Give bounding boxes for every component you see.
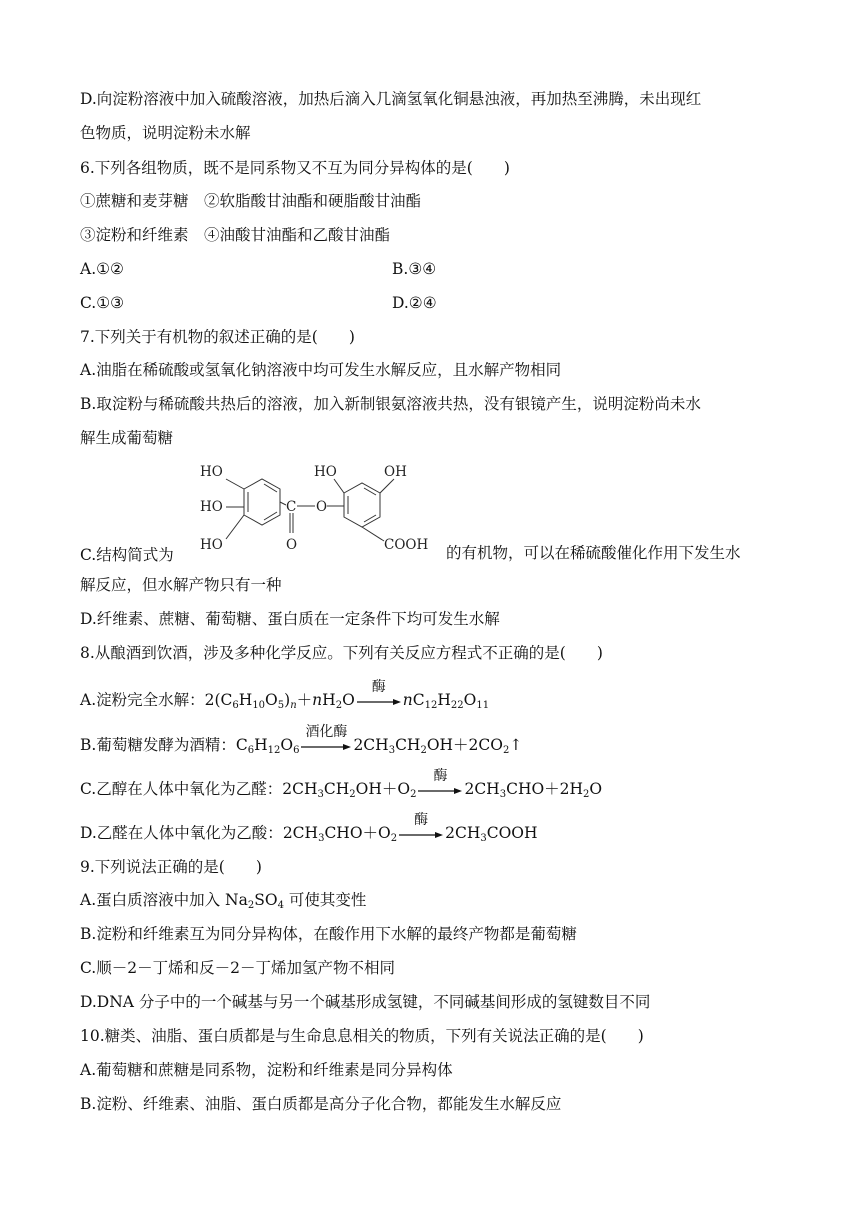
structure-label: C: [286, 499, 297, 515]
structure-label: HO: [200, 537, 223, 553]
equation-label: A.淀粉完全水解：: [80, 691, 205, 709]
equation-a: [80, 679, 490, 711]
option-b: B.淀粉和纤维素互为同分异构体，在酸作用下水解的最终产物都是葡萄糖: [80, 925, 577, 943]
option-a: A.油脂在稀硫酸或氢氧化钠溶液中均可发生水解反应，且水解产物相同: [80, 361, 562, 379]
structure-label: O: [286, 537, 298, 553]
option-d: D.纤维素、蔗糖、葡萄糖、蛋白质在一定条件下均可发生水解: [80, 610, 500, 628]
structure-label: OH: [384, 464, 407, 480]
eq-reactant: $2CH_3CHO+O_2$: [282, 824, 398, 844]
question-6-items: ①蔗糖和麦芽糖 ②软脂酸甘油酯和硬脂酸甘油酯: [80, 192, 422, 210]
structure-label: HO: [200, 499, 223, 515]
benzene-ring: [244, 479, 280, 525]
text-line: 色物质，说明淀粉未水解: [80, 124, 251, 142]
eq-reactant: $C_6H_{12}O_6$: [235, 736, 300, 756]
structure-label: HO: [314, 464, 337, 480]
equation-label: B.葡萄糖发酵为酒精：: [80, 736, 236, 754]
structure-label: O: [316, 499, 328, 515]
question-8: 8.从酿酒到饮酒，涉及多种化学反应。下列有关反应方程式不正确的是( ): [80, 644, 603, 662]
option-c-prefix: C.结构简式为: [80, 546, 174, 564]
reaction-arrow: 酶: [399, 822, 443, 842]
option-b: B.淀粉、纤维素、油脂、蛋白质都是高分子化合物，都能发生水解反应: [80, 1095, 562, 1113]
option-d: D.②④: [392, 294, 437, 312]
option-b: B.取淀粉与稀硫酸共热后的溶液，加入新制银氨溶液共热，没有银镜产生，说明淀粉尚未水: [80, 395, 701, 413]
eq-product: $2CH_3CHO+2H_2O$: [464, 780, 603, 800]
equation-d: [80, 812, 538, 844]
reaction-arrow: 酶: [357, 689, 401, 709]
option-c: C.顺－2－丁烯和反－2－丁烯加氢产物不相同: [80, 959, 395, 977]
structural-formula: [186, 455, 446, 561]
equation-b: [80, 724, 523, 756]
structure-label: COOH: [384, 537, 429, 553]
eq-product: $nC_{12}H_{22}O_{11}$: [402, 691, 490, 711]
equation-label: D.乙醛在人体中氧化为乙酸：: [80, 824, 283, 842]
option-a: A.葡萄糖和蔗糖是同系物，淀粉和纤维素是同分异构体: [80, 1061, 453, 1079]
eq-reactant: $2CH_3CH_2OH+O_2$: [282, 780, 417, 800]
text-line: D.向淀粉溶液中加入硫酸溶液，加热后滴入几滴氢氧化铜悬浊液，再加热至沸腾，未出现红: [80, 90, 702, 108]
eq-product: $2CH_3CH_2OH+2CO_2↑$: [353, 736, 523, 756]
structure-label: HO: [200, 464, 223, 480]
benzene-ring: [344, 483, 380, 527]
option-d: D.DNA 分子中的一个碱基与另一个碱基形成氢键，不同碱基间形成的氢键数目不同: [80, 993, 651, 1011]
equation-c: [80, 768, 603, 800]
question-10: 10.糖类、油脂、蛋白质都是与生命息息相关的物质，下列有关说法正确的是( ): [80, 1027, 644, 1045]
question-6-items: ③淀粉和纤维素 ④油酸甘油酯和乙酸甘油酯: [80, 226, 391, 244]
question-6: 6.下列各组物质，既不是同系物又不互为同分异构体的是( ): [80, 159, 510, 177]
option-c: C.①③: [80, 294, 125, 312]
eq-reactant: $2(C_6H_{10}O_5)_n+nH_2O$: [204, 691, 355, 711]
equation-label: C.乙醇在人体中氧化为乙醛：: [80, 780, 283, 798]
option-b: B.③④: [392, 260, 437, 278]
option-a: A.①②: [80, 260, 124, 278]
question-9: 9.下列说法正确的是( ): [80, 858, 262, 876]
option-a: A.蛋白质溶液中加入 $Na_2SO_4$ 可使其变性: [80, 891, 367, 911]
reaction-arrow: 酒化酶: [301, 734, 351, 754]
option-c-cont: 解反应，但水解产物只有一种: [80, 576, 282, 594]
option-c-suffix: 的有机物，可以在稀硫酸催化作用下发生水: [446, 544, 741, 562]
option-b-cont: 解生成葡萄糖: [80, 429, 174, 447]
reaction-arrow: 酶: [418, 778, 462, 798]
eq-product: $2CH_3COOH$: [445, 824, 538, 844]
question-7: 7.下列关于有机物的叙述正确的是( ): [80, 328, 355, 346]
